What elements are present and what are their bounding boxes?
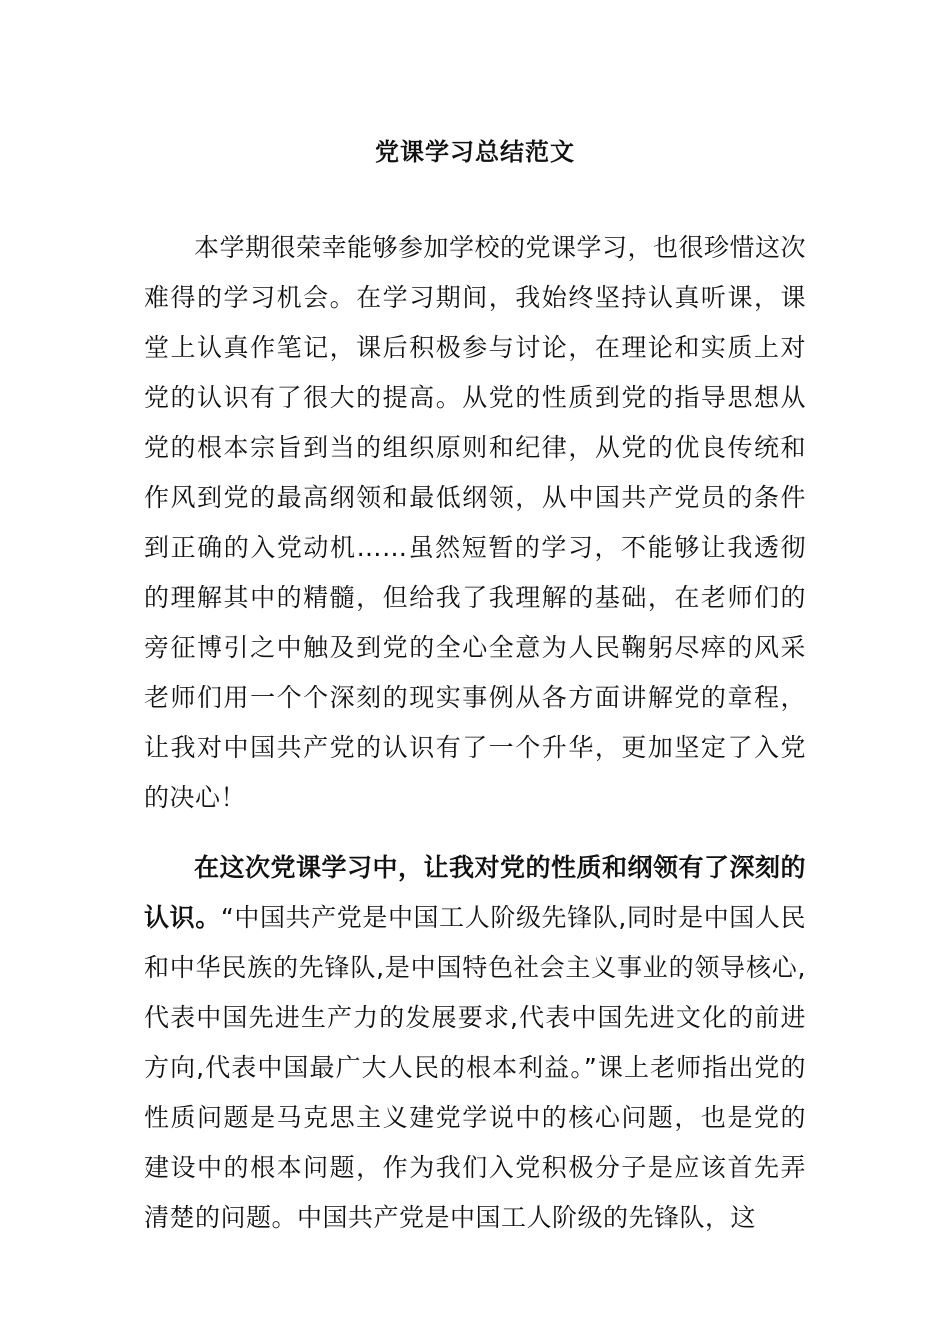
paragraph-1 <box>144 223 806 823</box>
paragraph-2-lead-bold: 在这次党课学习中，让我对党的性质和纲领有了深刻的认识。 <box>144 853 807 932</box>
paragraph-1-text: 本学期很荣幸能够参加学校的党课学习，也很珍惜这次难得的学习机会。在学习期间，我始终坚持认真听课，课堂上认真作笔记，课后积极参与讨论，在理论和实质上对党的认识有了很大的提高。从党的性质到党的指导思想从党的根本宗旨到当的组织原则和纪律，从党的优良传统和作风到党的最高纲领和最低纲领，从中国共产党员的条件到正确的入党动机……虽然短暂的学习，不能够让我透彻的理解其中的精髓，但给我了我理解的基础，在老师们的旁征博引之中触及到党的全心全意为人民鞠躬尽瘁的风采老师们用一个个深刻的现实事例从各方面讲解党的章程，让我对中国共产党的认识有了一个升华，更加坚定了入党的决心！ <box>144 233 807 812</box>
document-title: 党课学习总结范文 <box>375 138 575 166</box>
paragraph-2-text: “中国共产党是中国工人阶级先锋队,同时是中国人民和中华民族的先锋队,是中国特色社会主义事业的领导核心,代表中国先进生产力的发展要求,代表中国先进文化的前进方向,代表中国最广大人民的根本利益。”课上老师指出党的性质问题是马克思主义建党学说中的核心问题，也是党的建设中的根本问题，作为我们入党积极分子是应该首先弄清楚的问题。中国共产党是中国工人阶级的先锋队，这 <box>144 903 806 1232</box>
paragraph-2 <box>144 843 806 1243</box>
